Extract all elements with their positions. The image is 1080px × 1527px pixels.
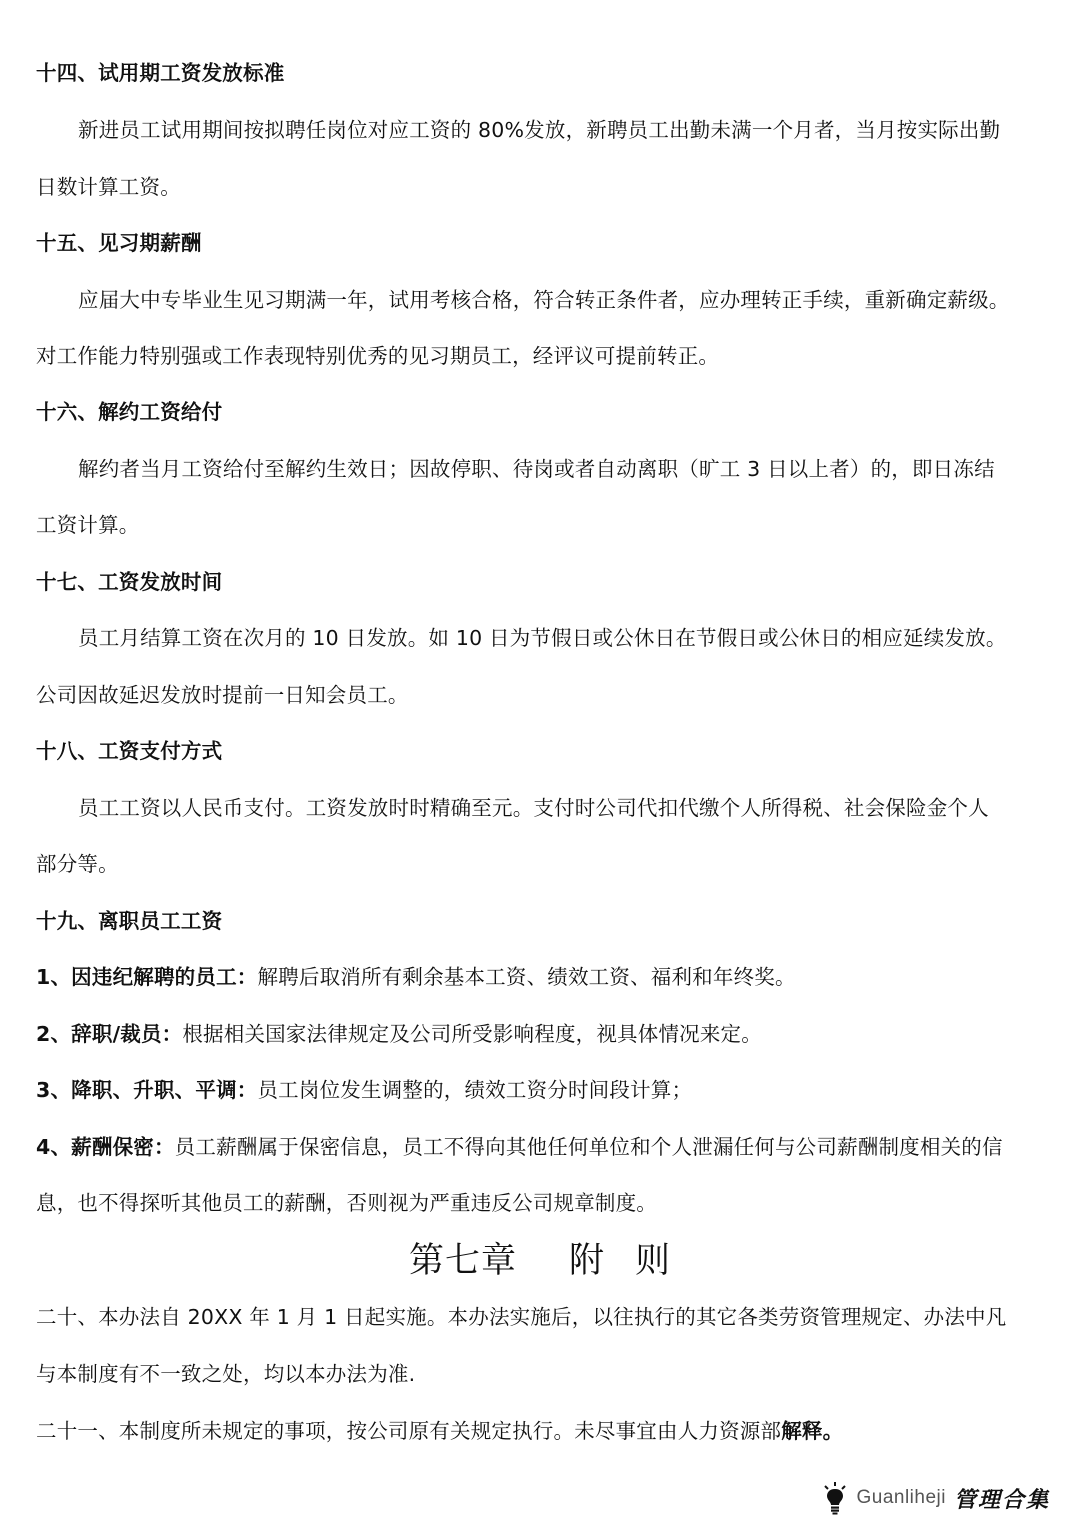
section-15-heading: 十五、见习期薪酬	[36, 231, 202, 255]
section-21	[36, 1416, 843, 1446]
section-21-text: 二十一、本制度所未规定的事项，按公司原有关规定执行。未尽事宜由人力资源部	[36, 1419, 782, 1443]
chapter-name-char-2: 则	[635, 1241, 672, 1281]
section-17-text-line2: 公司因故延迟发放时提前一日知会员工。	[36, 683, 409, 707]
section-16-text-line1: 解约者当月工资给付至解约生效日；因故停职、待岗或者自动离职（旷工 3 日以上者）的，即日冻结	[78, 457, 995, 481]
list-item	[36, 1019, 762, 1049]
list-item-continuation: 息，也不得探听其他员工的薪酬，否则视为严重违反公司规章制度。	[36, 1191, 657, 1215]
list-item-label: 2、辞职/裁员：	[36, 1022, 183, 1046]
chapter-name-char-1: 附	[568, 1241, 605, 1281]
footer-brand	[822, 1478, 1050, 1518]
lightbulb-icon	[822, 1481, 848, 1515]
section-19-heading: 十九、离职员工工资	[36, 909, 223, 933]
section-18-heading: 十八、工资支付方式	[36, 739, 223, 763]
chapter-title	[0, 1238, 1080, 1284]
list-item-text: 根据相关国家法律规定及公司所受影响程度，视具体情况来定。	[182, 1022, 762, 1046]
list-item-label: 3、降职、升职、平调：	[36, 1078, 258, 1102]
list-item-label: 4、薪酬保密：	[36, 1135, 175, 1159]
section-14-heading: 十四、试用期工资发放标准	[36, 61, 285, 85]
list-item-label: 1、因违纪解聘的员工：	[36, 965, 258, 989]
section-14-text-line2: 日数计算工资。	[36, 175, 181, 199]
list-item-text: 员工岗位发生调整的，绩效工资分时间段计算；	[257, 1078, 693, 1102]
section-20-line2: 与本制度有不一致之处，均以本办法为准.	[36, 1362, 416, 1386]
chapter-number: 第七章	[408, 1241, 517, 1281]
section-20-line1: 二十、本办法自 20XX 年 1 月 1 日起实施。本办法实施后，以往执行的其它各类劳资管理规定、办法中凡	[36, 1305, 1007, 1329]
list-item	[36, 962, 796, 992]
section-21-bold-text: 解释。	[781, 1419, 844, 1443]
section-14-text-line1: 新进员工试用期间按拟聘任岗位对应工资的 80%发放，新聘员工出勤未满一个月者，当月按实际出勤	[78, 118, 1001, 142]
section-18-text-line1: 员工工资以人民币支付。工资发放时时精确至元。支付时公司代扣代缴个人所得税、社会保险金个人	[78, 796, 989, 820]
list-item	[36, 1132, 1003, 1162]
brand-name-chinese: 管理合集	[953, 1486, 1050, 1513]
section-18-text-line2: 部分等。	[36, 852, 119, 876]
brand-name-latin: Guanliheji	[856, 1487, 946, 1508]
section-16-heading: 十六、解约工资给付	[36, 400, 223, 424]
list-item-text: 员工薪酬属于保密信息，员工不得向其他任何单位和个人泄漏任何与公司薪酬制度相关的信	[174, 1135, 1003, 1159]
section-16-text-line2: 工资计算。	[36, 513, 140, 537]
section-15-text-line1: 应届大中专毕业生见习期满一年，试用考核合格，符合转正条件者，应办理转正手续，重新确定薪级。	[78, 288, 1010, 312]
section-17-text-line1: 员工月结算工资在次月的 10 日发放。如 10 日为节假日或公休日在节假日或公休日的相应延续发放。	[78, 626, 1007, 650]
list-item	[36, 1075, 692, 1105]
section-15-text-line2: 对工作能力特别强或工作表现特别优秀的见习期员工，经评议可提前转正。	[36, 344, 720, 368]
section-17-heading: 十七、工资发放时间	[36, 570, 223, 594]
list-item-text: 解聘后取消所有剩余基本工资、绩效工资、福利和年终奖。	[257, 965, 796, 989]
